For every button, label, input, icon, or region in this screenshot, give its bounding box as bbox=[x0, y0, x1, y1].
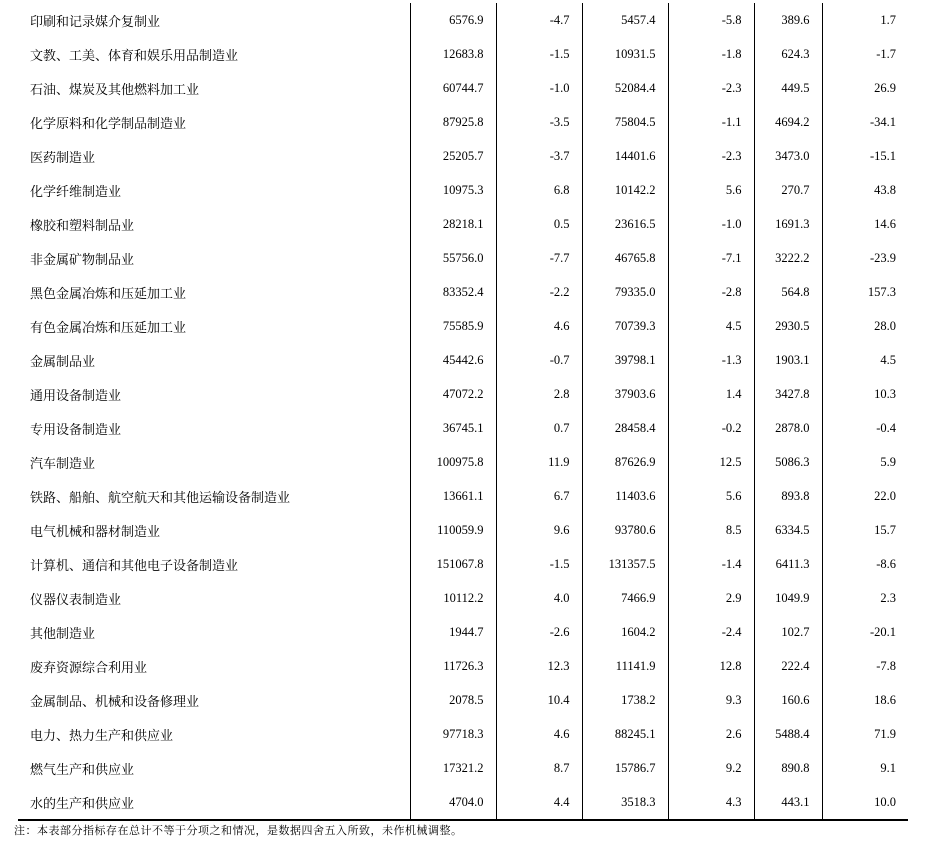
profit-cell: 222.4 bbox=[754, 649, 822, 683]
profit-growth-cell: 2.3 bbox=[822, 581, 908, 615]
table-body bbox=[18, 3, 908, 820]
profit-cell: 3427.8 bbox=[754, 377, 822, 411]
revenue-growth-cell: 6.7 bbox=[496, 479, 582, 513]
revenue-cell: 151067.8 bbox=[410, 547, 496, 581]
cost-growth-cell: -2.4 bbox=[668, 615, 754, 649]
revenue-cell: 13661.1 bbox=[410, 479, 496, 513]
cost-growth-cell: 4.3 bbox=[668, 785, 754, 820]
industry-name-cell: 水的生产和供应业 bbox=[18, 785, 410, 820]
profit-cell: 4694.2 bbox=[754, 105, 822, 139]
table-footnote: 注：本表部分指标存在总计不等于分项之和情况，是数据四舍五入所致，未作机械调整。 bbox=[14, 824, 463, 837]
cost-growth-cell: -0.2 bbox=[668, 411, 754, 445]
cost-growth-cell: -7.1 bbox=[668, 241, 754, 275]
revenue-growth-cell: 2.8 bbox=[496, 377, 582, 411]
table-row bbox=[18, 377, 908, 411]
profit-cell: 2878.0 bbox=[754, 411, 822, 445]
table-row bbox=[18, 173, 908, 207]
table-row bbox=[18, 139, 908, 173]
industry-name-cell: 石油、煤炭及其他燃料加工业 bbox=[30, 82, 200, 98]
industry-name-cell: 专用设备制造业 bbox=[30, 422, 122, 438]
table-row bbox=[18, 547, 908, 581]
table-row bbox=[18, 105, 908, 139]
industry-data-table bbox=[18, 3, 908, 821]
cost-cell: 11403.6 bbox=[582, 479, 668, 513]
profit-growth-cell: -15.1 bbox=[822, 139, 908, 173]
profit-growth-cell: 10.3 bbox=[822, 377, 908, 411]
table-row bbox=[18, 343, 908, 377]
revenue-growth-cell: -1.5 bbox=[496, 37, 582, 71]
revenue-cell: 97718.3 bbox=[410, 717, 496, 751]
cost-cell: 131357.5 bbox=[582, 547, 668, 581]
revenue-growth-cell: -1.0 bbox=[496, 71, 582, 105]
industry-name-cell: 计算机、通信和其他电子设备制造业 bbox=[30, 558, 239, 574]
cost-cell: 88245.1 bbox=[582, 717, 668, 751]
industry-name-cell: 化学原料和化学制品制造业 bbox=[30, 116, 187, 132]
profit-growth-cell: -0.4 bbox=[822, 411, 908, 445]
table-row bbox=[18, 309, 908, 343]
profit-cell: 1691.3 bbox=[754, 207, 822, 241]
industry-name-cell: 非金属矿物制品业 bbox=[30, 252, 135, 268]
table-row bbox=[18, 683, 908, 717]
revenue-growth-cell: 4.4 bbox=[496, 785, 582, 820]
profit-growth-cell: 18.6 bbox=[822, 683, 908, 717]
industry-name-cell: 黑色金属冶炼和压延加工业 bbox=[30, 286, 187, 302]
cost-cell: 14401.6 bbox=[582, 139, 668, 173]
profit-cell: 270.7 bbox=[754, 173, 822, 207]
cost-growth-cell: -2.3 bbox=[668, 139, 754, 173]
profit-cell: 2930.5 bbox=[754, 309, 822, 343]
industry-name-cell: 汽车制造业 bbox=[30, 456, 96, 472]
industry-name-cell: 有色金属冶炼和压延加工业 bbox=[30, 320, 187, 336]
table-row bbox=[18, 615, 908, 649]
revenue-growth-cell: 11.9 bbox=[496, 445, 582, 479]
cost-cell: 39798.1 bbox=[582, 343, 668, 377]
profit-growth-cell: 43.8 bbox=[822, 173, 908, 207]
profit-growth-cell: 15.7 bbox=[822, 513, 908, 547]
cost-cell: 79335.0 bbox=[582, 275, 668, 309]
cost-growth-cell: 5.6 bbox=[668, 173, 754, 207]
industry-name-cell: 电气机械和器材制造业 bbox=[30, 524, 161, 540]
table-row bbox=[18, 581, 908, 615]
revenue-growth-cell: -7.7 bbox=[496, 241, 582, 275]
cost-cell: 87626.9 bbox=[582, 445, 668, 479]
industry-name-cell: 通用设备制造业 bbox=[30, 388, 122, 404]
table-row bbox=[18, 71, 908, 105]
profit-growth-cell: -8.6 bbox=[822, 547, 908, 581]
cost-growth-cell: -1.1 bbox=[668, 105, 754, 139]
cost-growth-cell: 2.6 bbox=[668, 717, 754, 751]
revenue-cell: 110059.9 bbox=[410, 513, 496, 547]
industry-name-cell: 电力、热力生产和供应业 bbox=[30, 728, 174, 744]
revenue-growth-cell: 4.6 bbox=[496, 309, 582, 343]
cost-cell: 93780.6 bbox=[582, 513, 668, 547]
cost-cell: 75804.5 bbox=[582, 105, 668, 139]
profit-growth-cell: 1.7 bbox=[822, 3, 908, 37]
cost-cell: 46765.8 bbox=[582, 241, 668, 275]
revenue-cell: 36745.1 bbox=[410, 411, 496, 445]
industry-name-cell: 金属制品业 bbox=[30, 354, 96, 370]
revenue-cell: 2078.5 bbox=[410, 683, 496, 717]
table-row bbox=[18, 411, 908, 445]
cost-cell: 5457.4 bbox=[582, 3, 668, 37]
revenue-cell: 100975.8 bbox=[410, 445, 496, 479]
table-row bbox=[18, 717, 908, 751]
cost-cell: 11141.9 bbox=[582, 649, 668, 683]
profit-cell: 1049.9 bbox=[754, 581, 822, 615]
table-row bbox=[18, 3, 908, 37]
revenue-growth-cell: 4.6 bbox=[496, 717, 582, 751]
table-row bbox=[18, 785, 908, 820]
cost-growth-cell: -1.0 bbox=[668, 207, 754, 241]
cost-growth-cell: 9.2 bbox=[668, 751, 754, 785]
cost-growth-cell: -2.3 bbox=[668, 71, 754, 105]
industry-name-cell: 其他制造业 bbox=[30, 626, 96, 642]
industry-name-cell: 印刷和记录媒介复制业 bbox=[30, 14, 161, 30]
cost-growth-cell: -5.8 bbox=[668, 3, 754, 37]
cost-cell: 28458.4 bbox=[582, 411, 668, 445]
cost-growth-cell: 4.5 bbox=[668, 309, 754, 343]
revenue-cell: 47072.2 bbox=[410, 377, 496, 411]
profit-growth-cell: 10.0 bbox=[822, 785, 908, 820]
revenue-growth-cell: -3.5 bbox=[496, 105, 582, 139]
revenue-cell: 45442.6 bbox=[410, 343, 496, 377]
cost-growth-cell: 8.5 bbox=[668, 513, 754, 547]
cost-growth-cell: 1.4 bbox=[668, 377, 754, 411]
cost-growth-cell: -1.3 bbox=[668, 343, 754, 377]
profit-cell: 890.8 bbox=[754, 751, 822, 785]
profit-growth-cell: 26.9 bbox=[822, 71, 908, 105]
profit-cell: 443.1 bbox=[754, 785, 822, 820]
profit-cell: 5488.4 bbox=[754, 717, 822, 751]
profit-cell: 624.3 bbox=[754, 37, 822, 71]
industry-name-cell: 医药制造业 bbox=[30, 150, 96, 166]
revenue-cell: 83352.4 bbox=[410, 275, 496, 309]
profit-growth-cell: -1.7 bbox=[822, 37, 908, 71]
revenue-cell: 4704.0 bbox=[410, 785, 496, 820]
table-row bbox=[18, 445, 908, 479]
table-row bbox=[18, 751, 908, 785]
cost-growth-cell: 12.5 bbox=[668, 445, 754, 479]
table-row bbox=[18, 513, 908, 547]
revenue-growth-cell: 6.8 bbox=[496, 173, 582, 207]
cost-cell: 37903.6 bbox=[582, 377, 668, 411]
profit-cell: 564.8 bbox=[754, 275, 822, 309]
industry-name-cell: 仪器仪表制造业 bbox=[30, 592, 122, 608]
profit-growth-cell: 5.9 bbox=[822, 445, 908, 479]
revenue-growth-cell: -1.5 bbox=[496, 547, 582, 581]
profit-cell: 1903.1 bbox=[754, 343, 822, 377]
table-row bbox=[18, 37, 908, 71]
cost-growth-cell: -1.8 bbox=[668, 37, 754, 71]
cost-growth-cell: -1.4 bbox=[668, 547, 754, 581]
cost-cell: 15786.7 bbox=[582, 751, 668, 785]
revenue-growth-cell: 4.0 bbox=[496, 581, 582, 615]
revenue-cell: 87925.8 bbox=[410, 105, 496, 139]
industry-name-cell: 铁路、船舶、航空航天和其他运输设备制造业 bbox=[30, 490, 291, 506]
profit-cell: 5086.3 bbox=[754, 445, 822, 479]
revenue-cell: 55756.0 bbox=[410, 241, 496, 275]
revenue-growth-cell: -3.7 bbox=[496, 139, 582, 173]
industry-name-cell: 金属制品、机械和设备修理业 bbox=[30, 694, 200, 710]
revenue-cell: 25205.7 bbox=[410, 139, 496, 173]
revenue-growth-cell: 9.6 bbox=[496, 513, 582, 547]
cost-growth-cell: 12.8 bbox=[668, 649, 754, 683]
revenue-growth-cell: 8.7 bbox=[496, 751, 582, 785]
profit-growth-cell: 22.0 bbox=[822, 479, 908, 513]
revenue-growth-cell: -4.7 bbox=[496, 3, 582, 37]
profit-cell: 6334.5 bbox=[754, 513, 822, 547]
profit-growth-cell: 28.0 bbox=[822, 309, 908, 343]
profit-cell: 389.6 bbox=[754, 3, 822, 37]
cost-cell: 10142.2 bbox=[582, 173, 668, 207]
revenue-cell: 28218.1 bbox=[410, 207, 496, 241]
revenue-cell: 60744.7 bbox=[410, 71, 496, 105]
cost-growth-cell: 5.6 bbox=[668, 479, 754, 513]
revenue-cell: 12683.8 bbox=[410, 37, 496, 71]
profit-growth-cell: 4.5 bbox=[822, 343, 908, 377]
cost-growth-cell: 9.3 bbox=[668, 683, 754, 717]
table-row bbox=[18, 275, 908, 309]
revenue-cell: 17321.2 bbox=[410, 751, 496, 785]
profit-cell: 160.6 bbox=[754, 683, 822, 717]
industry-name-cell: 燃气生产和供应业 bbox=[30, 762, 135, 778]
cost-cell: 1604.2 bbox=[582, 615, 668, 649]
cost-cell: 7466.9 bbox=[582, 581, 668, 615]
cost-cell: 52084.4 bbox=[582, 71, 668, 105]
profit-cell: 449.5 bbox=[754, 71, 822, 105]
revenue-growth-cell: -2.2 bbox=[496, 275, 582, 309]
cost-cell: 3518.3 bbox=[582, 785, 668, 820]
cost-cell: 70739.3 bbox=[582, 309, 668, 343]
revenue-cell: 10975.3 bbox=[410, 173, 496, 207]
profit-growth-cell: -20.1 bbox=[822, 615, 908, 649]
table-row bbox=[18, 241, 908, 275]
revenue-cell: 11726.3 bbox=[410, 649, 496, 683]
industry-name-cell: 文教、工美、体育和娱乐用品制造业 bbox=[30, 48, 239, 64]
profit-growth-cell: -23.9 bbox=[822, 241, 908, 275]
profit-growth-cell: 9.1 bbox=[822, 751, 908, 785]
table-row bbox=[18, 479, 908, 513]
cost-growth-cell: 2.9 bbox=[668, 581, 754, 615]
revenue-growth-cell: 10.4 bbox=[496, 683, 582, 717]
revenue-cell: 6576.9 bbox=[410, 3, 496, 37]
industry-name-cell: 废弃资源综合利用业 bbox=[30, 660, 148, 676]
profit-growth-cell: -7.8 bbox=[822, 649, 908, 683]
revenue-cell: 1944.7 bbox=[410, 615, 496, 649]
profit-cell: 3222.2 bbox=[754, 241, 822, 275]
revenue-growth-cell: 0.5 bbox=[496, 207, 582, 241]
profit-growth-cell: -34.1 bbox=[822, 105, 908, 139]
revenue-growth-cell: 0.7 bbox=[496, 411, 582, 445]
profit-cell: 102.7 bbox=[754, 615, 822, 649]
revenue-growth-cell: -0.7 bbox=[496, 343, 582, 377]
profit-growth-cell: 157.3 bbox=[822, 275, 908, 309]
profit-growth-cell: 14.6 bbox=[822, 207, 908, 241]
cost-cell: 23616.5 bbox=[582, 207, 668, 241]
cost-cell: 10931.5 bbox=[582, 37, 668, 71]
revenue-growth-cell: -2.6 bbox=[496, 615, 582, 649]
revenue-cell: 75585.9 bbox=[410, 309, 496, 343]
profit-cell: 6411.3 bbox=[754, 547, 822, 581]
industry-name-cell: 橡胶和塑料制品业 bbox=[30, 218, 135, 234]
profit-growth-cell: 71.9 bbox=[822, 717, 908, 751]
industry-name-cell: 化学纤维制造业 bbox=[30, 184, 122, 200]
cost-growth-cell: -2.8 bbox=[668, 275, 754, 309]
profit-cell: 3473.0 bbox=[754, 139, 822, 173]
profit-cell: 893.8 bbox=[754, 479, 822, 513]
cost-cell: 1738.2 bbox=[582, 683, 668, 717]
revenue-growth-cell: 12.3 bbox=[496, 649, 582, 683]
table-row bbox=[18, 649, 908, 683]
table-row bbox=[18, 207, 908, 241]
revenue-cell: 10112.2 bbox=[410, 581, 496, 615]
